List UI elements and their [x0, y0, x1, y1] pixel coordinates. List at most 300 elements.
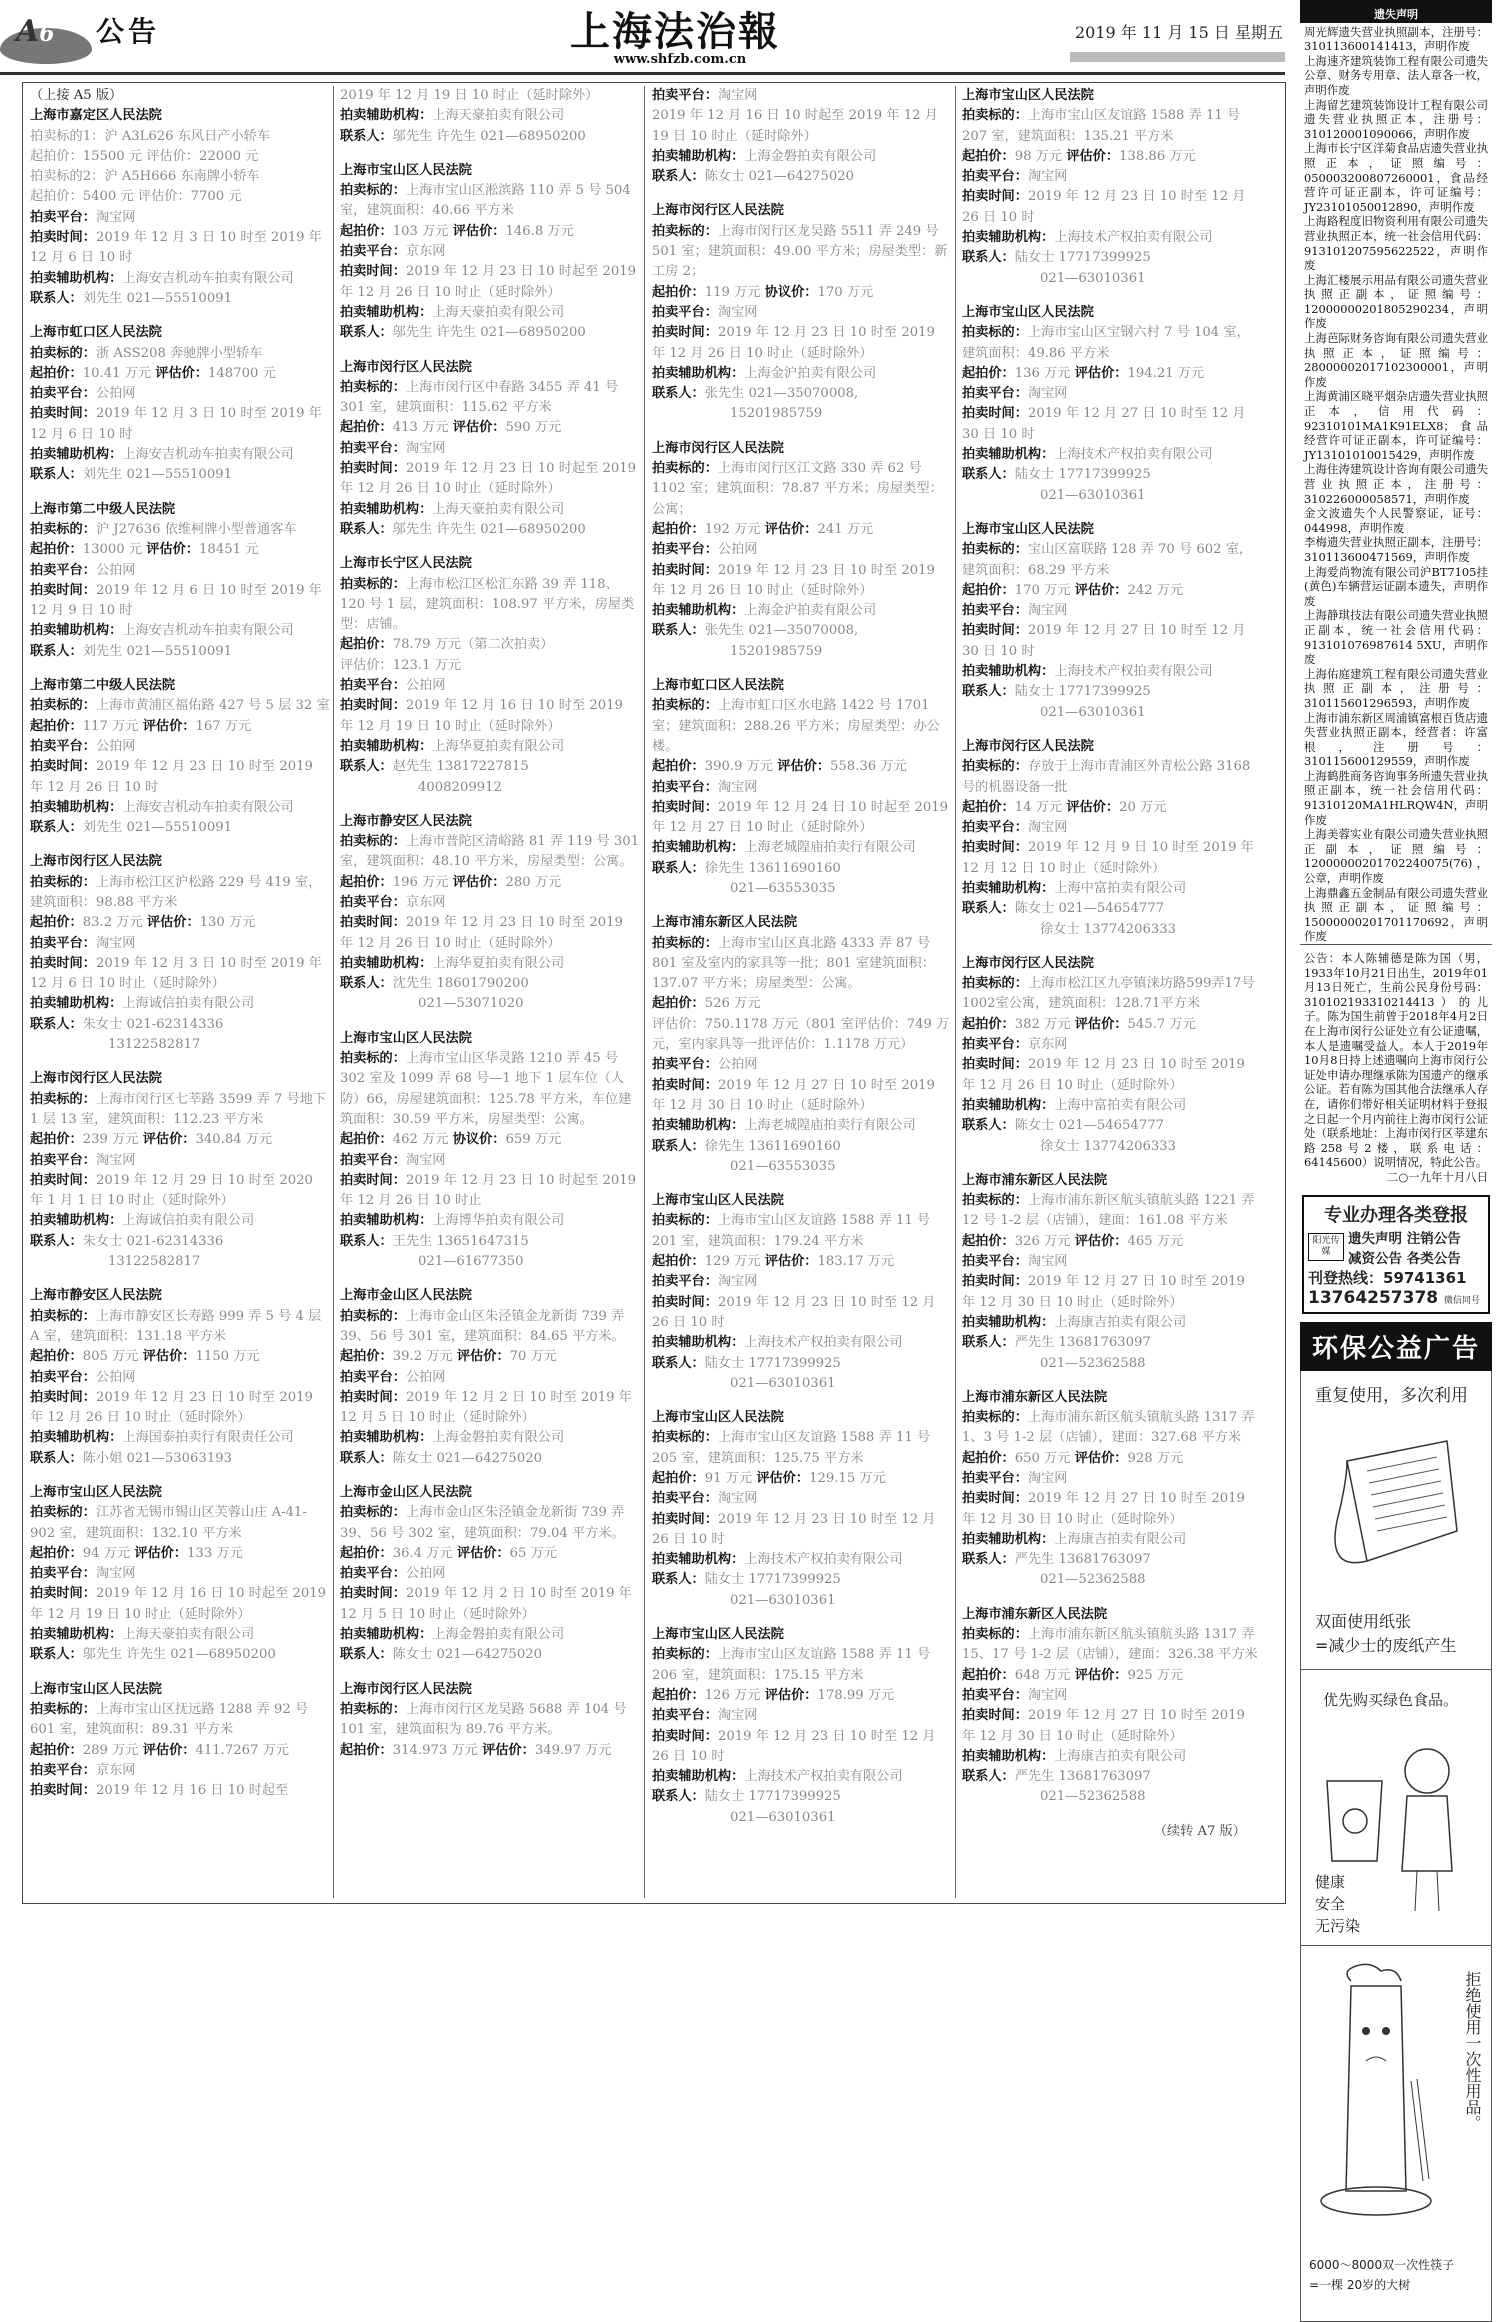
auction-time-value: 2019 年 12 月 27 日 10 时至 12 月 30 日 10 时: [962, 406, 1246, 442]
auction-target-value: 上海市浦东新区航头镇航头路 1221 弄 12 号 1-2 层（店铺），建面：161.08 平方米: [962, 1193, 1255, 1229]
header-gray-bar: [1070, 52, 1285, 62]
auction-target-label: 拍卖标的：: [962, 108, 1028, 124]
auction-target-label: 拍卖标的：: [340, 379, 406, 395]
contact-person: [30, 1645, 330, 1665]
auction-time-label: 拍卖时间：: [962, 189, 1028, 205]
contact-person-value: 赵先生 13817227815: [392, 759, 529, 775]
auction-platform-value: 京东网: [405, 244, 446, 260]
contact-person-label: 联系人：: [962, 467, 1015, 483]
eco-ad-illustration: [1300, 1371, 1492, 2322]
auction-notice: [962, 86, 1262, 289]
auction-time-value: 2019 年 12 月 27 日 10 时至 2019 年 12 月 30 日 10 时止（延时除外）: [962, 1708, 1245, 1744]
auction-target-label: 拍卖标的：: [30, 1308, 96, 1324]
auction-target: [30, 344, 330, 364]
appraisal-price: 20 万元: [1119, 799, 1167, 815]
price-line: 起拍价：5400 元 评估价：7700 元: [30, 189, 242, 205]
appraisal-price: 1150 万元: [195, 1349, 260, 1365]
auction-platform-label: 拍卖平台：: [340, 678, 406, 694]
contact-person-label: 联系人：: [340, 1647, 393, 1663]
issue-date: 2019 年 11 月 15 日 星期五: [1075, 23, 1283, 42]
badge-logo: 阳光传媒: [1308, 1233, 1344, 1261]
price-line: [30, 913, 330, 933]
auction-platform-label: 拍卖平台：: [962, 820, 1028, 836]
start-price: 462 万元: [392, 1132, 449, 1148]
auction-agency-label: 拍卖辅助机构：: [340, 1627, 433, 1643]
auction-agency: [30, 1625, 330, 1645]
website-url[interactable]: www.shfzb.com.cn: [613, 52, 747, 67]
start-price-label: 起拍价：: [962, 799, 1015, 815]
start-price-label: 起拍价：: [340, 637, 393, 653]
auction-time-value: 2019 年 12 月 23 日 10 时起至 2019 年 12 月 26 日 10 时止: [340, 1172, 637, 1209]
auction-agency: [340, 737, 640, 757]
start-price: 117 万元: [82, 718, 139, 734]
auction-agency-label: 拍卖辅助机构：: [962, 1097, 1055, 1113]
eco-slogan-1: 重复使用，多次利用: [1315, 1385, 1468, 1406]
start-price-label: 起拍价：: [30, 1132, 83, 1148]
appraisal-label: 评估价：: [764, 1254, 818, 1270]
appraisal-price: 242 万元: [1127, 582, 1184, 598]
eco-word-safe: 安全: [1315, 1894, 1346, 1913]
auction-agency-label: 拍卖辅助机构：: [652, 1552, 745, 1568]
auction-platform-label: 拍卖平台：: [30, 386, 96, 402]
auction-target-value: 上海市金山区朱泾镇金龙新街 739 弄 39、56 号 301 室，建筑面积：84.65 平方米。: [340, 1308, 625, 1344]
contact-phone-2: 021—63010361: [730, 1375, 836, 1391]
page-number: 6: [39, 21, 55, 47]
start-price: 98 万元: [1014, 148, 1063, 164]
auction-target: [30, 1700, 330, 1741]
appraisal-price: 146.8 万元: [505, 223, 574, 239]
contact-person-value: 邬先生 许先生 021—68950200: [392, 521, 586, 537]
lost-notice-item: 上海爱尚物流有限公司沪BT7105挂(黄色)车辆营运证副本遗失，声明作废: [1304, 564, 1488, 608]
auction-target-value: 上海市松江区沪松路 229 号 419 室，建筑面积：98.88 平方米: [30, 874, 322, 910]
auction-target-value: 沪 J27636 依维柯牌小型普通客车: [95, 521, 297, 537]
agreement-price-label: 协议价：: [452, 1132, 506, 1148]
auction-platform-value: 公拍网: [95, 562, 136, 578]
auction-time-label: 拍卖时间：: [30, 1783, 96, 1799]
auction-platform-label: 拍卖平台：: [30, 1152, 96, 1168]
start-price-label: 起拍价：: [340, 1349, 393, 1365]
contact-person-value: 邬先生 许先生 021—68950200: [82, 1647, 276, 1663]
contact-person-label: 联系人：: [652, 1138, 705, 1154]
appraisal-label: 评估价：: [456, 1349, 510, 1365]
auction-target-value: 上海市宝山区友谊路 1588 弄 11 号 207 室，建筑面积：135.21 平方米: [962, 108, 1241, 144]
auction-platform: [652, 540, 952, 560]
auction-notice: [340, 1029, 640, 1273]
contact-phone-2: 021—63010361: [730, 1809, 836, 1825]
auction-target: [340, 575, 640, 636]
auction-platform-value: 京东网: [95, 1762, 136, 1778]
auction-platform: [962, 818, 1262, 838]
header-rule: [0, 72, 1285, 75]
auction-time: [652, 1076, 952, 1117]
public-notice-date: 二○一九年十月八日: [1386, 1169, 1488, 1184]
contact-person: [652, 167, 952, 187]
auction-target-value: 上海市普陀区清峪路 81 弄 119 号 301 室，建筑面积：48.10 平方米，房屋类型：公寓。: [340, 834, 640, 870]
auction-time-label: 拍卖时间：: [340, 1586, 406, 1602]
contact-person-label: 联系人：: [962, 250, 1015, 266]
auction-target-value: 上海市浦东新区航头镇航头路 1317 弄 1、3 号 1-2 层（店铺），建面：327.68 平方米: [962, 1410, 1255, 1446]
auction-platform-value: 公拍网: [95, 1369, 136, 1385]
contact-person: [962, 248, 1262, 268]
auction-platform-label: 拍卖平台：: [30, 1566, 96, 1582]
contact-phone-2: 021—63010361: [1040, 270, 1146, 286]
contact-person-label: 联系人：: [30, 1450, 83, 1466]
auction-time-label: 拍卖时间：: [340, 264, 406, 280]
auction-time: [30, 404, 330, 445]
auction-platform: [962, 601, 1262, 621]
court-name: 上海市虹口区人民法院: [30, 325, 162, 341]
continued-from: （上接 A5 版）: [30, 88, 123, 103]
contact-person: [652, 1570, 952, 1590]
court-name: 上海市宝山区人民法院: [30, 1681, 162, 1697]
contact-person-label: 联系人：: [30, 1016, 83, 1032]
auction-platform-label: 拍卖平台：: [652, 304, 718, 320]
auction-agency-label: 拍卖辅助机构：: [30, 270, 123, 286]
contact-person-value: 陆女士 17717399925: [1014, 250, 1151, 266]
contact-phone-2: 021—53071020: [418, 996, 524, 1012]
appraisal-label: 评估价：: [452, 874, 506, 890]
auction-time-label: 拍卖时间：: [340, 698, 406, 714]
auction-agency-label: 拍卖辅助机构：: [652, 148, 745, 164]
auction-platform: [340, 893, 640, 913]
contact-person-value: 沈先生 18601790200: [392, 976, 529, 992]
appraisal-label: 评估价：: [764, 521, 818, 537]
auction-target-label: 拍卖标的：: [30, 1505, 96, 1521]
auction-agency-value: 上海华夏拍卖有限公司: [432, 955, 565, 971]
appraisal-price: 129.15 万元: [809, 1471, 886, 1486]
auction-agency-value: 上海技术产权拍卖有限公司: [1054, 447, 1213, 463]
auction-platform-label: 拍卖平台：: [652, 1708, 718, 1724]
auction-time: [962, 621, 1262, 662]
auction-target-value: 浙 ASS208 奔驰牌小型轿车: [95, 345, 263, 361]
price-line: [962, 1232, 1262, 1252]
auction-agency: [652, 1116, 952, 1136]
auction-time-label: 拍卖时间：: [962, 1708, 1028, 1724]
auction-platform-value: 京东网: [1027, 1037, 1068, 1053]
contact-phone-2: 021—52362588: [1040, 1355, 1146, 1371]
contact-person-label: 联系人：: [962, 901, 1015, 917]
auction-target: [30, 1503, 330, 1544]
start-price: 94 万元: [82, 1545, 131, 1561]
auction-platform: [340, 1368, 640, 1388]
contact-person: [340, 127, 640, 147]
auction-time-label: 拍卖时间：: [30, 955, 96, 971]
mobile: [1308, 1288, 1484, 1308]
start-price: 326 万元: [1014, 1233, 1071, 1249]
contact-person-value: 严先生 13681763097: [1014, 1335, 1151, 1351]
contact-person: [962, 1767, 1262, 1787]
auction-time: [30, 1781, 330, 1801]
start-price: 13000 元: [82, 542, 143, 558]
start-price-label: 起拍价：: [652, 1687, 705, 1703]
auction-time-value: 2019 年 12 月 23 日 10 时至 12 月 26 日 10 时: [962, 189, 1246, 225]
price-line: [340, 418, 640, 438]
contact-person-value: 朱女士 021-62314336: [82, 1233, 224, 1249]
auction-notice: [962, 737, 1262, 940]
start-price: 648 万元: [1014, 1667, 1071, 1683]
auction-platform: [340, 676, 640, 696]
price-line: [652, 1469, 952, 1489]
appraisal-line: 评估价：750.1178 万元（801 室评估价：749 万元，室内家具等一批评估价：1.1178 万元）: [652, 1016, 950, 1053]
auction-platform: [652, 1489, 952, 1509]
appraisal-label: 评估价：: [764, 1687, 818, 1703]
appraisal-price: 65 万元: [509, 1545, 557, 1561]
start-price-label: 起拍价：: [962, 1450, 1015, 1466]
appraisal-price: 928 万元: [1127, 1450, 1184, 1466]
auction-target-label: 拍卖标的：: [30, 1091, 96, 1107]
auction-target-value: 上海市宝山区宝钢六村 7 号 104 室，建筑面积：49.86 平方米: [962, 325, 1250, 361]
price-line: [340, 873, 640, 893]
contact-person-value: 刘先生 021—55510091: [82, 820, 232, 836]
auction-platform-value: 公拍网: [717, 1057, 758, 1073]
contact-person-label: 联系人：: [30, 467, 83, 483]
auction-time-value: 2019 年 12 月 19 日 10 时止（延时除外）: [340, 88, 599, 103]
auction-agency-value: 上海中富拍卖有限公司: [1054, 880, 1187, 896]
auction-agency: [962, 228, 1262, 248]
auction-agency-label: 拍卖辅助机构：: [30, 623, 123, 639]
eco-slogan-2: 双面使用纸张: [1315, 1611, 1412, 1631]
start-price-label: 起拍价：: [652, 759, 705, 775]
contact-person: [340, 1449, 640, 1469]
auction-platform-label: 拍卖平台：: [652, 1274, 718, 1290]
price-line: [30, 1347, 330, 1367]
auction-agency: [340, 1625, 640, 1645]
price-line: [340, 222, 640, 242]
auction-time: [652, 798, 952, 839]
auction-agency-value: 上海诚信拍卖有限公司: [122, 1213, 255, 1229]
start-price: 192 万元: [704, 521, 761, 537]
auction-platform-label: 拍卖平台：: [30, 738, 96, 754]
auction-notice: [340, 358, 640, 541]
contact-person: [30, 1449, 330, 1469]
auction-notice: [340, 812, 640, 1015]
auction-time: [652, 106, 952, 147]
start-price-label: 起拍价：: [962, 1016, 1015, 1032]
auction-agency: [30, 445, 330, 465]
lost-notice-item: 上海芭际财务咨询有限公司遗失营业执照正本，证照编号：28000002017102300001，声明作废: [1304, 331, 1488, 389]
auction-agency-label: 拍卖辅助机构：: [30, 996, 123, 1012]
auction-time: [962, 1706, 1262, 1747]
start-price: 126 万元: [704, 1687, 761, 1703]
price-line: [340, 1347, 640, 1367]
auction-agency-value: 上海康吉拍卖有限公司: [1054, 1748, 1187, 1764]
contact-person-value: 陈女士 021—54654777: [1014, 901, 1164, 917]
auction-target: [30, 873, 330, 914]
auction-target-value: 上海市金山区朱泾镇金龙新街 739 弄 39、56 号 302 室，建筑面积：79.04 平方米。: [340, 1505, 625, 1541]
price-line: [30, 1741, 330, 1761]
lost-notice-item: 上海佑庭建筑工程有限公司遗失营业执照正副本，注册号：310115601296593，声明作废: [1304, 666, 1488, 710]
column-divider: [333, 86, 334, 1898]
appraisal-label: 评估价：: [1074, 1667, 1128, 1683]
auction-notice: [30, 852, 330, 1055]
auction-target-value: 上海市闵行区中春路 3455 弄 41 号 301 室，建筑面积：115.62 平方米: [340, 379, 619, 416]
auction-target-label: 拍卖标的：: [652, 1647, 718, 1663]
auction-agency: [340, 106, 640, 126]
auction-agency-value: 上海博华拍卖有限公司: [432, 1213, 565, 1229]
eco-slogan-8: 拒绝使用一次性用品。: [1463, 1970, 1482, 2131]
auction-notice: [962, 303, 1262, 506]
lost-notice-item: 上海速齐建筑装饰工程有限公司遗失公章、财务专用章、法人章各一枚，声明作废: [1304, 53, 1488, 97]
appraisal-price: 130 万元: [199, 915, 256, 931]
auction-time: [962, 187, 1262, 228]
auction-target-label: 拍卖标的：: [340, 1701, 406, 1717]
auction-notice: [652, 1625, 952, 1828]
auction-agency: [30, 994, 330, 1014]
start-price-label: 起拍价：: [962, 365, 1015, 381]
price-line: 起拍价：15500 元 评估价：22000 元: [30, 148, 259, 164]
lost-notice-item: 李梅遗失营业执照正副本，注册号：310113600471569，声明作废: [1304, 535, 1488, 564]
contact-phone-2: 021—52362588: [1040, 1572, 1146, 1588]
auction-time-value: 2019 年 12 月 23 日 10 时至 2019 年 12 月 26 日 10 时止（延时除外）: [962, 1057, 1245, 1093]
auction-target-value: 上海市闵行区龙吴路 5688 弄 104 号 101 室，建筑面积为 89.76 平方米。: [340, 1701, 627, 1738]
auction-target-label: 拍卖标的：: [652, 935, 718, 951]
auction-platform: [652, 86, 952, 106]
auction-target-value: 存放于上海市青浦区外青松公路 3168 号的机器设备一批: [962, 759, 1251, 795]
auction-time-value: 2019 年 12 月 16 日 10 时起至 2019 年 12 月 19 日 10 时止（延时除外）: [652, 108, 938, 144]
appraisal-price: 178.99 万元: [817, 1687, 895, 1703]
auction-time: [30, 1388, 330, 1429]
auction-notice: [30, 106, 330, 309]
price-line: [30, 1544, 330, 1564]
auction-notice: [652, 913, 952, 1177]
contact-phone-2: 021—63010361: [1040, 487, 1146, 503]
auction-time-label: 拍卖时间：: [652, 1077, 718, 1093]
auction-platform-value: 淘宝网: [1027, 386, 1068, 402]
eco-ad-title: 环保公益广告: [1300, 1322, 1492, 1371]
auction-time: [340, 262, 640, 303]
auction-time: [962, 1055, 1262, 1096]
contact-person: [962, 682, 1262, 702]
auction-agency: [340, 500, 640, 520]
auction-time: [652, 323, 952, 364]
contact-phone-2: 021—63010361: [1040, 704, 1146, 720]
auction-time-label: 拍卖时间：: [652, 562, 718, 578]
auction-target-label: 拍卖标的：: [962, 325, 1028, 341]
auction-time: [30, 1584, 330, 1625]
contact-person-label: 联系人：: [962, 1118, 1015, 1134]
start-price: 650 万元: [1014, 1450, 1071, 1466]
auction-agency-label: 拍卖辅助机构：: [30, 1430, 123, 1446]
auction-time-label: 拍卖时间：: [962, 1491, 1028, 1507]
auction-platform-value: 淘宝网: [95, 1566, 136, 1582]
contact-person-value: 徐先生 13611690160: [704, 860, 841, 876]
auction-agency: [340, 954, 640, 974]
contact-person: [340, 757, 640, 777]
auction-notice: [30, 1680, 330, 1802]
auction-time-value: 2019 年 12 月 23 日 10 时至 2019 年 12 月 26 日 10 时止（延时除外）: [30, 1389, 313, 1426]
appraisal-label: 评估价：: [756, 1471, 810, 1486]
auction-platform: [962, 167, 1262, 187]
contact-person-label: 联系人：: [340, 1233, 393, 1249]
contact-person: [30, 1015, 330, 1035]
auction-platform-label: 拍卖平台：: [652, 1491, 718, 1507]
auction-time-label: 拍卖时间：: [652, 1294, 718, 1310]
auction-platform-label: 拍卖平台：: [340, 440, 406, 456]
auction-target-value: 上海市闵行区龙吴路 5511 弄 249 号 501 室；建筑面积：49.00 平方米；房屋类型：新工房 2；: [652, 223, 948, 280]
auction-agency-value: 上海安吉机动车拍卖有限公司: [122, 799, 294, 815]
auction-agency-label: 拍卖辅助机构：: [652, 365, 745, 381]
ad-service-box: [1302, 1195, 1490, 1314]
auction-notice: [30, 323, 330, 485]
auction-target: [652, 696, 952, 757]
appraisal-price: 349.97 万元: [534, 1742, 612, 1758]
auction-agency: [30, 1428, 330, 1448]
start-price-value: 526 万元: [704, 996, 761, 1012]
contact-person-label: 联系人：: [962, 684, 1015, 700]
eco-word-no-pollution: 无污染: [1315, 1916, 1361, 1935]
lost-notice-item: 上海留艺建筑装饰设计工程有限公司遗失营业执照正本，注册号：310120001090066，声明作废: [1304, 97, 1488, 141]
auction-platform: [30, 561, 330, 581]
contact-phone-2: 4008209912: [418, 779, 502, 795]
court-name: 上海市第二中级人民法院: [30, 678, 176, 694]
auction-agency-label: 拍卖辅助机构：: [340, 1213, 433, 1229]
auction-agency-value: 上海安吉机动车拍卖有限公司: [122, 447, 294, 463]
auction-platform-label: 拍卖平台：: [962, 169, 1028, 185]
auction-agency-value: 上海天豪拍卖有限公司: [122, 1627, 255, 1643]
notice-column-1: [30, 86, 330, 1815]
auction-time-label: 拍卖时间：: [30, 406, 96, 422]
contact-person: [962, 1550, 1262, 1570]
auction-platform-value: 淘宝网: [1027, 820, 1068, 836]
appraisal-line: 评估价：123.1 万元: [340, 657, 462, 673]
auction-notice: [652, 439, 952, 662]
eco-slogan-4: 优先购买绿色食品。: [1323, 1690, 1459, 1709]
auction-time-value: 2019 年 12 月 16 日 10 时起至: [95, 1783, 289, 1799]
lost-notice-item: 上海鹤胜商务咨询事务所遗失营业执照正副本，统一社会信用代码：91310120MA1HLRQW4N，声明作废: [1304, 768, 1488, 827]
auction-platform: [962, 1035, 1262, 1055]
auction-agency: [962, 445, 1262, 465]
auction-time: [962, 838, 1262, 879]
auction-platform-value: 淘宝网: [717, 88, 758, 103]
contact-person: [962, 1116, 1262, 1136]
start-price-label: 起拍价：: [30, 718, 83, 734]
start-price: 390.9 万元: [704, 759, 774, 775]
price-line: [652, 1686, 952, 1706]
court-name: 上海市嘉定区人民法院: [30, 108, 162, 124]
auction-target-label: 拍卖标的：: [340, 1505, 406, 1521]
appraisal-label: 评估价：: [1074, 1016, 1128, 1032]
court-name: 上海市金山区人民法院: [340, 1288, 472, 1304]
appraisal-label: 评估价：: [142, 718, 196, 734]
start-price-label: 起拍价：: [962, 1667, 1015, 1683]
contact-phone-2: 021—63553035: [730, 880, 836, 896]
eco-word-healthy: 健康: [1315, 1872, 1346, 1891]
auction-time: [340, 913, 640, 954]
auction-time-value: 2019 年 12 月 27 日 10 时至 2019 年 12 月 30 日 10 时止（延时除外）: [962, 1274, 1245, 1310]
auction-time-value: 2019 年 12 月 29 日 10 时至 2020 年 1 月 1 日 10 时止（延时除外）: [30, 1172, 313, 1209]
auction-agency-label: 拍卖辅助机构：: [652, 1769, 745, 1785]
auction-agency: [652, 601, 952, 621]
start-price-label: 起拍价：: [962, 148, 1015, 164]
auction-target: 拍卖标的1：沪 A3L626 东风日产小轿车: [30, 128, 271, 144]
start-price-label: 起拍价：: [962, 1233, 1015, 1249]
auction-platform-value: 淘宝网: [405, 1152, 446, 1168]
auction-time-value: 2019 年 12 月 16 日 10 时至 2019 年 12 月 19 日 10 时止（延时除外）: [340, 698, 623, 734]
auction-platform-value: 公拍网: [405, 678, 446, 694]
contact-person-label: 联系人：: [962, 1552, 1015, 1568]
appraisal-price: 167 万元: [195, 718, 252, 734]
auction-platform-label: 拍卖平台：: [962, 1471, 1028, 1486]
court-name: 上海市闵行区人民法院: [652, 440, 784, 456]
auction-notice: [340, 86, 640, 147]
court-name: 上海市闵行区人民法院: [340, 359, 472, 375]
auction-time: [340, 1584, 640, 1625]
lost-notice-item: 上海路程度旧物资利用有限公司遗失营业执照正本，统一社会信用代码：913101207595622522，声明作废: [1304, 214, 1488, 273]
sidebar-header-bar: [1300, 0, 1492, 8]
auction-target: [962, 974, 1262, 1015]
lost-notice-item: 上海市浦东新区周浦镇富根百货店遗失营业执照正副本，经营者：许富根，注册号：310115600129559，声明作废: [1304, 710, 1488, 769]
auction-target: [652, 1211, 952, 1252]
